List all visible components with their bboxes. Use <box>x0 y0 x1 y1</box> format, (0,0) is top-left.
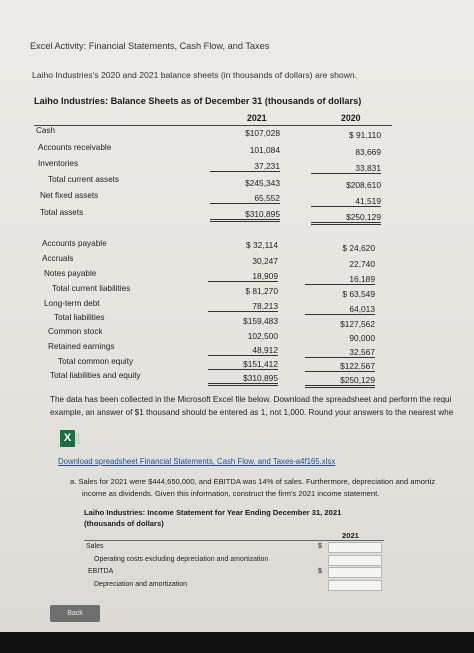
total-assets-2021: $310,895 <box>210 209 280 222</box>
question-a-line-1: a. Sales for 2021 were $444,650,000, and EBITDA was 14% of sales. Furthermore, depreciation and amortiz <box>70 477 436 486</box>
row-label-total-liabilities: Total liabilities <box>54 313 105 322</box>
back-button[interactable]: Back <box>50 605 100 622</box>
is-row-label-ebitda: EBITDA <box>88 568 114 575</box>
row-label-accounts-receivable: Accounts receivable <box>38 143 112 152</box>
row-label-total-current-assets: Total current assets <box>48 175 119 184</box>
row-label-net-fixed-assets: Net fixed assets <box>40 191 99 200</box>
row-label-total-common-equity: Total common equity <box>58 357 134 366</box>
is-sales-dollar-sign: $ <box>318 543 322 550</box>
instructions-line-1: The data has been collected in the Microsoft Excel file below. Download the spreadsheet and perform the requi <box>50 395 452 404</box>
accounts-payable-2021: $ 32,114 <box>246 240 278 250</box>
download-spreadsheet-link[interactable]: Download spreadsheet Financial Statements, Cash Flow, and Taxes-a4f165.xlsx <box>58 457 336 466</box>
accruals-2021: 30,247 <box>252 256 278 266</box>
total-liabilities-2021: $159,483 <box>243 316 278 326</box>
row-label-notes-payable: Notes payable <box>44 269 97 278</box>
total-common-equity-2020: $122,567 <box>305 361 375 372</box>
balance-sheet-title: Laiho Industries: Balance Sheets as of December 31 (thousands of dollars) <box>34 96 362 106</box>
inventories-2021: 37,231 <box>210 161 280 172</box>
retained-earnings-2021: 48,912 <box>208 345 278 356</box>
common-stock-2020: 90,000 <box>349 333 375 343</box>
row-label-inventories: Inventories <box>38 159 79 168</box>
screen-bezel <box>0 632 474 653</box>
instructions-line-2: example, an answer of $1 thousand should be entered as 1, not 1,000. Round your answers to the nearest whe <box>50 408 454 417</box>
is-row-label-depreciation: Depreciation and amortization <box>94 581 187 588</box>
excel-file-icon[interactable]: X <box>60 430 75 447</box>
operating-costs-input[interactable] <box>328 555 382 566</box>
net-fixed-assets-2021: 65,552 <box>210 193 280 204</box>
cash-2021: $107,028 <box>245 128 280 138</box>
row-label-long-term-debt: Long-term debt <box>44 299 100 308</box>
total-common-equity-2021: $151,412 <box>208 359 278 370</box>
cash-2020: $ 91,110 <box>349 130 381 140</box>
total-current-assets-2020: $208,610 <box>346 180 381 190</box>
accounts-receivable-2020: 83,669 <box>355 147 381 157</box>
is-row-label-operating-costs: Operating costs excluding depreciation and amortization <box>94 556 269 563</box>
accounts-payable-2020: $ 24,620 <box>342 243 375 253</box>
intro-text: Laiho Industries's 2020 and 2021 balance sheets (in thousands of dollars) are shown. <box>32 70 358 80</box>
notes-payable-2020: 16,189 <box>305 274 375 285</box>
total-liabilities-and-equity-2020: $250,129 <box>305 375 375 388</box>
accounts-receivable-2021: 101,084 <box>249 145 280 155</box>
common-stock-2021: 102,500 <box>247 331 278 341</box>
sales-input[interactable] <box>328 542 382 553</box>
retained-earnings-2020: 32,567 <box>305 347 375 358</box>
long-term-debt-2020: 64,013 <box>305 304 375 315</box>
col-header-2020: 2020 <box>341 113 361 123</box>
question-a-line-2: income as dividends. Given this information, construct the firm's 2021 income statement. <box>82 489 380 498</box>
is-ebitda-dollar-sign: $ <box>318 568 322 575</box>
row-label-total-assets: Total assets <box>40 208 84 217</box>
total-liabilities-and-equity-2021: $310,895 <box>208 373 278 386</box>
total-assets-2020: $250,129 <box>311 212 381 225</box>
accruals-2020: 22,740 <box>349 259 375 269</box>
total-current-liabilities-2020: $ 63,549 <box>342 289 375 299</box>
total-current-assets-2021: $245,343 <box>245 178 280 188</box>
income-statement-subtitle: (thousands of dollars) <box>84 519 164 528</box>
row-label-common-stock: Common stock <box>48 327 103 336</box>
is-row-label-sales: Sales <box>86 543 104 550</box>
total-current-liabilities-2021: $ 81,270 <box>245 286 278 296</box>
row-label-cash: Cash <box>36 126 56 135</box>
row-label-accounts-payable: Accounts payable <box>42 239 107 248</box>
page-title: Excel Activity: Financial Statements, Cash Flow, and Taxes <box>30 41 270 51</box>
col-header-2021: 2021 <box>247 113 267 123</box>
notes-payable-2021: 18,909 <box>208 271 278 282</box>
net-fixed-assets-2020: 41,519 <box>311 196 381 207</box>
income-statement-col-2021: 2021 <box>342 531 359 540</box>
total-liabilities-2020: $127,562 <box>340 319 375 329</box>
income-statement-title: Laiho Industries: Income Statement for Year Ending December 31, 2021 <box>84 508 342 517</box>
row-label-accruals: Accruals <box>42 254 74 263</box>
inventories-2020: 33,831 <box>311 163 381 174</box>
income-statement-rule <box>84 540 384 541</box>
long-term-debt-2021: 78,213 <box>208 301 278 312</box>
row-label-total-liabilities-and-equity: Total liabilities and equity <box>50 371 141 380</box>
ebitda-input[interactable] <box>328 567 382 578</box>
row-label-retained-earnings: Retained earnings <box>48 342 115 351</box>
row-label-total-current-liabilities: Total current liabilities <box>52 284 131 293</box>
depreciation-input[interactable] <box>328 580 382 591</box>
header-rule <box>34 125 392 126</box>
